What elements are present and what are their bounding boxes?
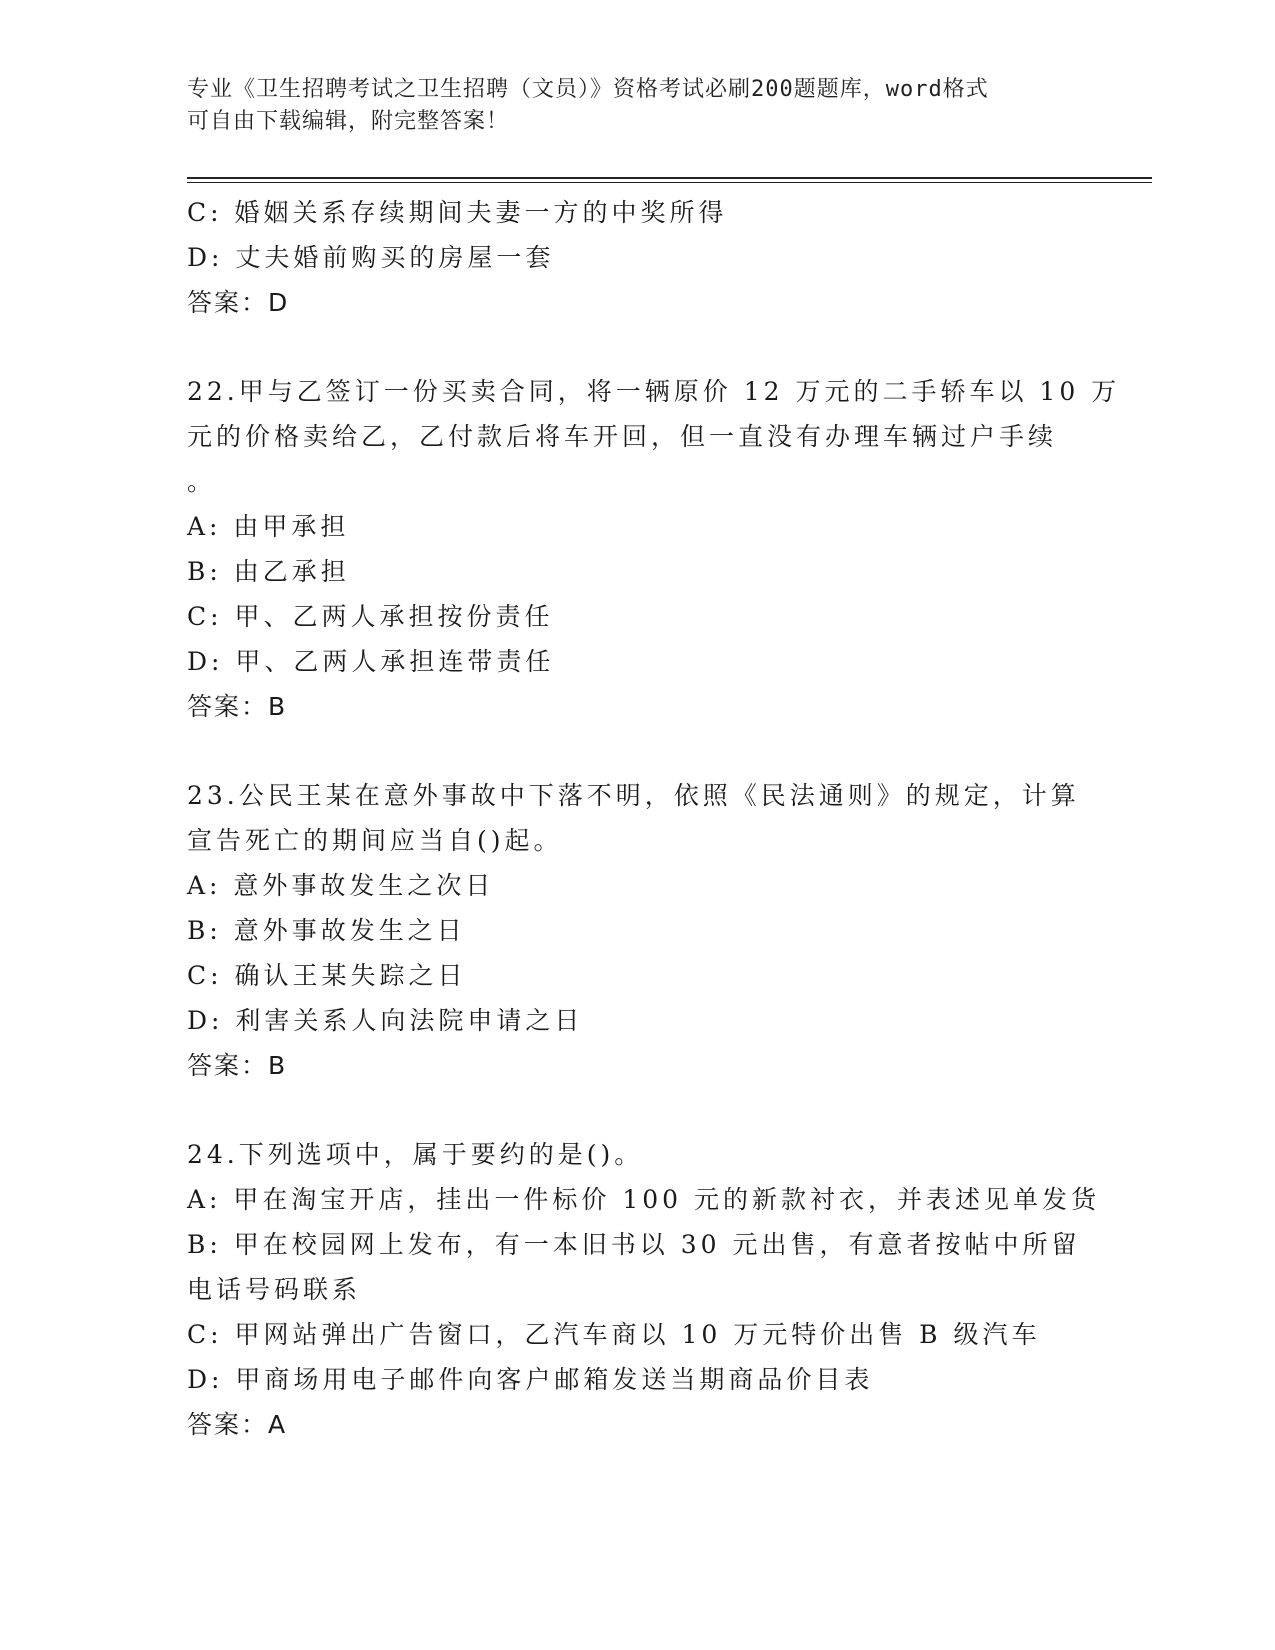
option-c: C: 确认王某失踪之日 — [187, 961, 467, 990]
option-c: C: 婚姻关系存续期间夫妻一方的中奖所得 — [187, 198, 728, 227]
option-b: B: 意外事故发生之日 — [187, 916, 466, 945]
option-c: C: 甲、乙两人承担按份责任 — [187, 602, 554, 631]
question-22 — [187, 369, 1121, 729]
answer-line: 答案：B — [187, 1051, 288, 1080]
answer-line: 答案：A — [187, 1410, 288, 1439]
question-stem: 22.甲与乙签订一份买卖合同，将一辆原价 12 万元的二手轿车以 10 万 — [187, 377, 1121, 406]
option-d: D: 利害关系人向法院申请之日 — [187, 1006, 584, 1035]
question-23 — [187, 773, 1087, 1088]
header-rule-thick — [187, 177, 1152, 179]
option-b: B: 由乙承担 — [187, 557, 350, 586]
header-title-line-1: 专业《卫生招聘考试之卫生招聘（文员）》资格考试必刷200题题库，word格式 — [187, 77, 989, 102]
question-24 — [187, 1132, 1101, 1447]
option-b: B: 甲在校园网上发布，有一本旧书以 30 元出售，有意者按帖中所留 — [187, 1230, 1081, 1259]
option-d: D: 甲商场用电子邮件向客户邮箱发送当期商品价目表 — [187, 1365, 874, 1394]
spacer — [187, 729, 1087, 773]
question-stem: 。 — [187, 467, 217, 496]
option-a: A: 甲在淘宝开店，挂出一件标价 100 元的新款衬衣，并表述见单发货 — [187, 1185, 1101, 1214]
header-title-line-2: 可自由下载编辑，附完整答案！ — [187, 109, 510, 134]
header-rule-thin — [187, 182, 1152, 183]
spacer — [187, 325, 1087, 369]
spacer — [187, 1088, 1087, 1132]
option-d: D: 甲、乙两人承担连带责任 — [187, 647, 555, 676]
question-stem: 23.公民王某在意外事故中下落不明，依照《民法通则》的规定，计算 — [187, 781, 1080, 810]
question-stem: 元的价格卖给乙，乙付款后将车开回，但一直没有办理车辆过户手续 — [187, 422, 1058, 451]
option-a: A: 意外事故发生之次日 — [187, 871, 495, 900]
option-c: C: 甲网站弹出广告窗口，乙汽车商以 10 万元特价出售 B 级汽车 — [187, 1320, 1041, 1349]
option-a: A: 由甲承担 — [187, 512, 350, 541]
page-header — [187, 74, 1067, 138]
answer-line: 答案：B — [187, 692, 288, 721]
question-stem: 24.下列选项中，属于要约的是()。 — [187, 1140, 644, 1169]
question-21-tail — [187, 190, 1087, 325]
question-stem: 宣告死亡的期间应当自()起。 — [187, 826, 563, 855]
answer-line: 答案：D — [187, 288, 290, 317]
question-content — [187, 190, 1121, 1447]
option-b-continued: 电话号码联系 — [187, 1275, 362, 1304]
option-d: D: 丈夫婚前购买的房屋一套 — [187, 243, 555, 272]
